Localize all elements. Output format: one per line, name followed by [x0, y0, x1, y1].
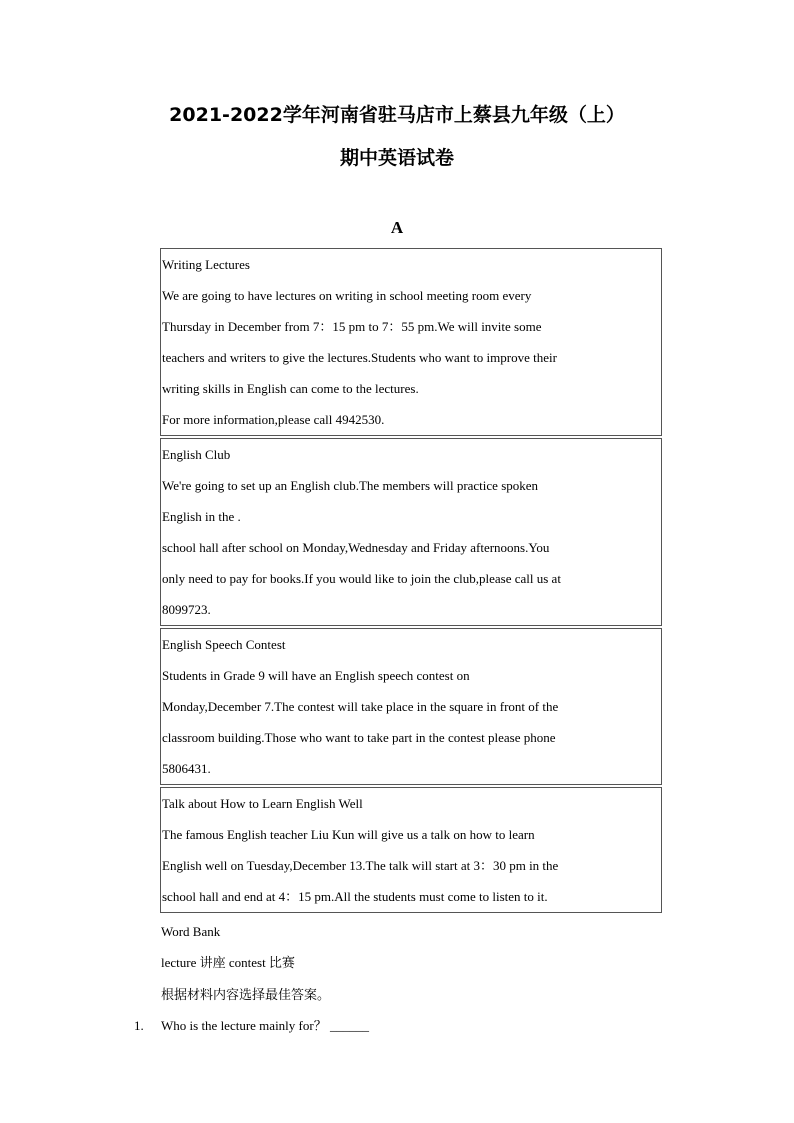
word-bank-label: Word Bank [161, 924, 221, 939]
notice-line: Thursday in December from 7：15 pm to 7：55 pm.We will invite some [162, 319, 542, 334]
notice-writing-lectures [160, 248, 662, 436]
notice-title: English Club [161, 438, 661, 470]
document-title-line1: 2021-2022学年河南省驻马店市上蔡县九年级（上） [169, 104, 625, 126]
notice-line: 5806431. [162, 761, 211, 776]
notice-line: Students in Grade 9 will have an English speech contest on [162, 668, 470, 683]
notice-talk [160, 787, 662, 913]
notice-line: writing skills in English can come to the lectures. [162, 381, 419, 396]
notice-line: school hall after school on Monday,Wednesday and Friday afternoons.You [162, 540, 550, 555]
notice-line: We are going to have lectures on writing in school meeting room every [162, 288, 532, 303]
notice-line: Monday,December 7.The contest will take place in the square in front of the [162, 699, 559, 714]
word-bank-entries: lecture 讲座 contest 比赛 [161, 955, 295, 970]
question-text: Who is the lecture mainly for？ ______ [161, 1018, 369, 1033]
notice-line: For more information,please call 4942530. [162, 412, 385, 427]
notice-title: Writing Lectures [162, 257, 250, 272]
notice-line: only need to pay for books.If you would like to join the club,please call us at [162, 571, 561, 586]
notice-line: teachers and writers to give the lectures.Students who want to improve their [162, 350, 557, 365]
notice-line: We're going to set up an English club.The members will practice spoken [162, 478, 539, 493]
instruction-text: 根据材料内容选择最佳答案。 [161, 987, 331, 1002]
notice-line: The famous English teacher Liu Kun will give us a talk on how to learn [162, 827, 535, 842]
notice-speech-contest [160, 628, 662, 785]
notice-line: English well on Tuesday,December 13.The talk will start at 3：30 pm in the [162, 858, 559, 873]
notice-line: 8099723. [162, 602, 211, 617]
notice-line: school hall and end at 4：15 pm.All the students must come to listen to it. [162, 889, 548, 904]
notice-line: classroom building.Those who want to take part in the contest please phone [162, 730, 556, 745]
notice-title: English Speech Contest [161, 628, 661, 660]
notice-english-club [160, 438, 662, 626]
section-letter: A [390, 218, 404, 237]
question-number: 1. [134, 1018, 144, 1033]
notice-title: Talk about How to Learn English Well [161, 787, 661, 819]
document-title-line2: 期中英语试卷 [339, 147, 454, 169]
notice-line: English in the . [162, 509, 241, 524]
